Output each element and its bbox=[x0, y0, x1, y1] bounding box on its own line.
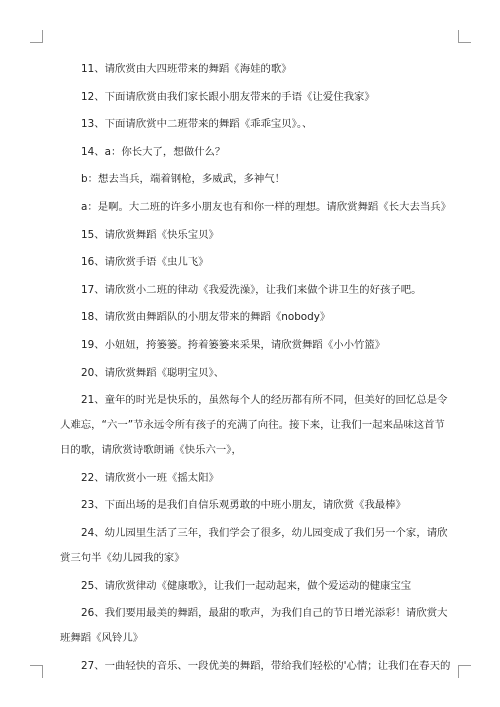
paragraph-line: 20、请欣赏舞蹈《聪明宝贝》、 bbox=[81, 366, 225, 379]
paragraph-line: 25、请欣赏律动《健康歌》，让我们一起动起来，做个爱运动的健康宝宝 bbox=[81, 579, 412, 592]
paragraph-line: 22、请欣赏小一班《摇太阳》 bbox=[81, 471, 219, 484]
paragraph-line: 15、请欣赏舞蹈《快乐宝贝》 bbox=[81, 228, 219, 241]
paragraph-line: 人难忘，“六一”节永远令所有孩子的充满了向往。接下来，让我们一起来品味这首节 bbox=[60, 419, 445, 432]
crop-mark-bottom-left bbox=[30, 665, 43, 678]
crop-mark-top-right bbox=[458, 30, 471, 43]
paragraph-line: 19、小妞妞，挎篓篓。挎着篓篓来采果，请欣赏舞蹈《小小竹篮》 bbox=[81, 338, 386, 351]
paragraph-line: 12、下面请欣赏由我们家长跟小朋友带来的手语《让爱住我家》 bbox=[81, 90, 375, 103]
paragraph-line: 23、下面出场的是我们自信乐观勇敢的中班小朋友，请欣赏《我最棒》 bbox=[81, 499, 406, 512]
paragraph-line: 13、下面请欣赏中二班带来的舞蹈《乖乖宝贝》。、 bbox=[81, 118, 313, 131]
paragraph-line: 21、童年的时光是快乐的，虽然每个人的经历都有所不同，但美好的回忆总是令 bbox=[81, 394, 448, 407]
paragraph-line: 班舞蹈《风铃儿》 bbox=[60, 632, 144, 645]
paragraph-line: b：想去当兵，端着钢枪，多威武，多神气！ bbox=[81, 173, 286, 186]
paragraph-line: 26、我们要用最美的舞蹈，最甜的歌声，为我们自己的节日增光添彩！请欣赏大 bbox=[81, 607, 448, 620]
paragraph-line: 赏三句半《幼儿园我的家》 bbox=[60, 551, 185, 564]
document-body bbox=[60, 62, 460, 673]
paragraph-line: 14、a：你长大了，想做什么？ bbox=[81, 145, 226, 158]
paragraph-line: 24、幼儿园里生活了三年，我们学会了很多，幼儿园变成了我们另一个家，请欣 bbox=[81, 526, 448, 539]
crop-mark-top-left bbox=[30, 30, 43, 43]
paragraph-line: 17、请欣赏小二班的律动《我爱洗澡》，让我们来做个讲卫生的好孩子吧。 bbox=[81, 283, 422, 296]
paragraph-line: 11、请欣赏由大四班带来的舞蹈《海娃的歌》 bbox=[81, 63, 292, 75]
paragraph-line: 日的歌，请欣赏诗歌朗诵《快乐六一》， bbox=[60, 444, 242, 457]
paragraph-line: 18、请欣赏由舞蹈队的小朋友带来的舞蹈《nobody》 bbox=[81, 311, 331, 324]
paragraph-line: 16、请欣赏手语《虫儿飞》 bbox=[81, 256, 209, 269]
paragraph-line: 27、一曲轻快的音乐、一段优美的舞蹈，带给我们轻松的'心情；让我们在春天的 bbox=[81, 659, 451, 672]
paragraph-line: a：是啊。大二班的许多小朋友也有和你一样的理想。请欣赏舞蹈《长大去当兵》 bbox=[81, 200, 452, 213]
